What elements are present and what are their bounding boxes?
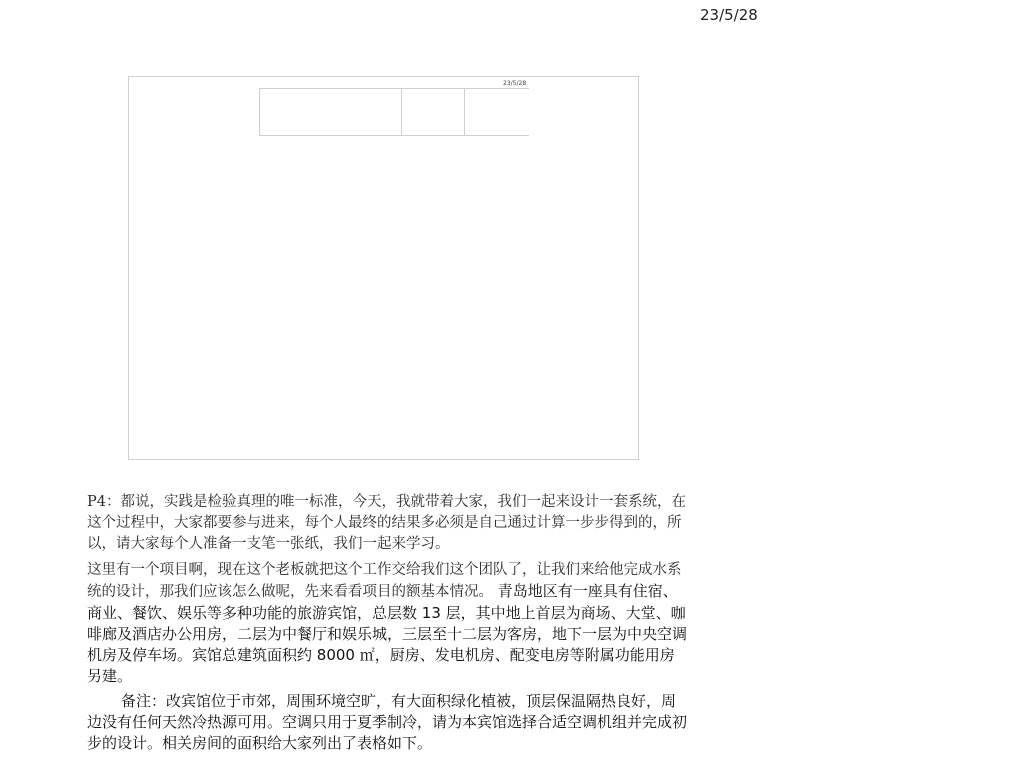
slide-thumbnail [128, 76, 639, 460]
slide-table-cell [401, 88, 465, 136]
notes-paragraph-project [87, 559, 687, 687]
page-date: 23/5/28 [700, 6, 758, 24]
project-description: 青岛地区有一座具有住宿、商业、餐饮、娱乐等多种功能的旅游宾馆，总层数 13 层，其中地上首层为商场、大堂、咖啡廊及酒店办公用房，二层为中餐厅和娱乐城，三层至十二层为客房，地下一层为中央空调机房及停车场。宾馆总建筑面积约 8000 ㎡，厨房、发电机房、配变电房等附属功能用房另建。 [87, 582, 688, 685]
project-lead-text: 这里有一个项目啊，现在这个老板就把这个工作交给我们这个团队了，让我们来给他完成水系统的设计，那我们应该怎么做呢，先来看看项目的额基本情况。 [87, 562, 682, 600]
notes-paragraph-intro: P4：都说，实践是检验真理的唯一标准，今天，我就带着大家，我们一起来设计一套系统，在这个过程中，大家都要参与进来，每个人最终的结果多必须是自己通过计算一步步得到的，所以，请大家每个人准备一支笔一张纸，我们一起来学习。 [87, 494, 686, 552]
slide-table [259, 88, 529, 136]
speaker-notes [87, 492, 687, 758]
notes-paragraph-remark: 备注：改宾馆位于市郊，周围环境空旷，有大面积绿化植被，顶层保温隔热良好，周边没有任何天然冷热源可用。空调只用于夏季制冷，请为本宾馆选择合适空调机组并完成初步的设计。相关房间的面积给大家列出了表格如下。 [87, 692, 688, 752]
slide-date: 23/5/28 [503, 80, 527, 87]
